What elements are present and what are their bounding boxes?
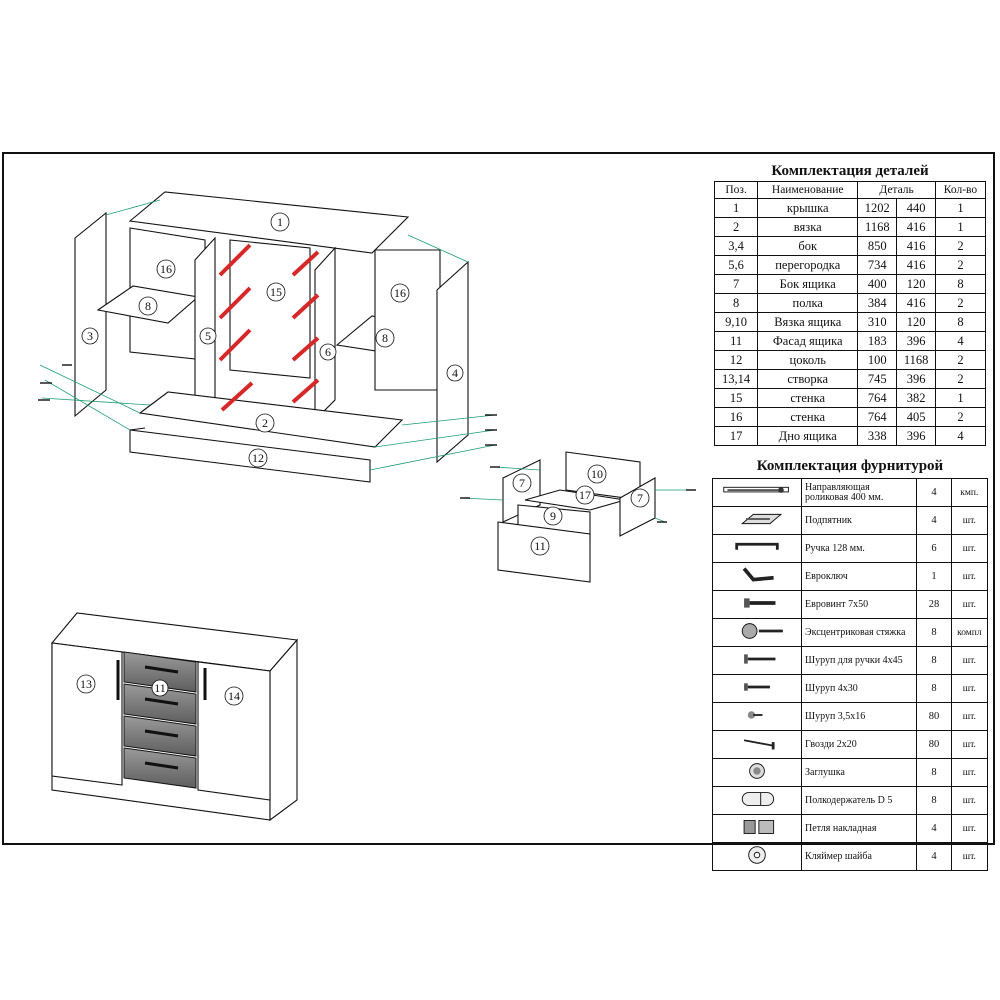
label-9: 9 [550,509,556,523]
cell-name: бок [758,237,858,256]
cell-qty: 6 [917,535,951,563]
table-row [713,703,988,731]
cell-pos: 5,6 [715,256,758,275]
cell-b: 405 [897,408,936,427]
cell-name: Шуруп 4х30 [802,675,917,703]
table-row [713,591,988,619]
table-row [713,731,988,759]
label-5: 5 [205,329,211,343]
cell-a: 850 [858,237,897,256]
cell-qty: 8 [935,275,985,294]
cell-name: Евроключ [802,563,917,591]
cell-unit: шт. [951,759,987,787]
label-17: 17 [579,488,591,502]
hardware-title: Комплектация фурнитурой [756,458,944,474]
cell-qty: 4 [917,815,951,843]
cam-lock-icon [713,619,802,647]
part-partition-right [315,248,335,420]
table-row [713,843,988,871]
cell-qty: 2 [935,351,985,370]
header-name: Наименование [758,182,858,199]
cell-name: Полкодержатель D 5 [802,787,917,815]
cell-a: 338 [858,427,897,446]
cell-name: Подпятник [802,507,917,535]
label-3: 3 [87,329,93,343]
cell-b: 120 [897,275,936,294]
cell-qty: 4 [935,332,985,351]
cell-a: 1202 [858,199,897,218]
cell-a: 310 [858,313,897,332]
cell-b: 416 [897,218,936,237]
assembled-side [270,640,297,820]
cell-qty: 1 [935,218,985,237]
parts-table [714,181,986,446]
label-10: 10 [591,467,603,481]
label-7a: 7 [519,476,525,490]
table-row [715,275,986,294]
cell-a: 100 [858,351,897,370]
cell-a: 400 [858,275,897,294]
table-row [713,563,988,591]
cell-qty: 1 [917,563,951,591]
cell-pos: 7 [715,275,758,294]
label-16b: 16 [394,286,406,300]
cell-unit: компл [951,619,987,647]
cell-name: перегородка [758,256,858,275]
table-row [713,815,988,843]
hinge-icon [713,815,802,843]
cell-name: стенка [758,389,858,408]
cell-unit: шт. [951,675,987,703]
cap-icon [713,759,802,787]
hardware-table [712,478,988,871]
label-8a: 8 [145,299,151,313]
table-row [715,389,986,408]
cell-name: Бок ящика [758,275,858,294]
table-row [713,787,988,815]
cell-name: цоколь [758,351,858,370]
table-row [715,218,986,237]
part-side-left [75,213,106,416]
label-2: 2 [262,416,268,430]
cell-unit: шт. [951,507,987,535]
shelf-pin-icon [713,787,802,815]
cell-pos: 15 [715,389,758,408]
label-8b: 8 [382,331,388,345]
hex-key-icon [713,563,802,591]
label-13: 13 [80,677,92,691]
part-back-right [375,250,440,390]
cell-b: 440 [897,199,936,218]
euro-screw-icon [713,591,802,619]
cell-pos: 11 [715,332,758,351]
cell-qty: 80 [917,703,951,731]
cell-name: Ручка 128 мм. [802,535,917,563]
cell-name: Гвозди 2х20 [802,731,917,759]
cell-qty: 2 [935,256,985,275]
cell-qty: 4 [935,427,985,446]
cell-qty: 8 [917,647,951,675]
cell-qty: 1 [935,389,985,408]
cell-qty: 8 [917,787,951,815]
cell-unit: шт. [951,815,987,843]
header-pos: Поз. [715,182,758,199]
label-1: 1 [277,215,283,229]
label-7b: 7 [637,491,643,505]
cell-qty: 8 [917,675,951,703]
cell-b: 396 [897,370,936,389]
table-row [713,479,988,507]
cell-b: 120 [897,313,936,332]
cell-unit: шт. [951,843,987,871]
cell-a: 745 [858,370,897,389]
nail-icon [713,731,802,759]
cell-a: 734 [858,256,897,275]
cell-qty: 2 [935,408,985,427]
cell-a: 183 [858,332,897,351]
cell-name: створка [758,370,858,389]
cell-a: 1168 [858,218,897,237]
cell-pos: 8 [715,294,758,313]
cell-pos: 9,10 [715,313,758,332]
cell-a: 764 [858,389,897,408]
table-row [715,313,986,332]
cell-b: 416 [897,256,936,275]
cell-qty: 8 [917,619,951,647]
cell-unit: шт. [951,563,987,591]
cell-unit: шт. [951,647,987,675]
cell-qty: 2 [935,370,985,389]
cell-name: Шуруп 3,5х16 [802,703,917,731]
cell-unit: шт. [951,787,987,815]
part-side-right [437,262,468,462]
cell-name: Вязка ящика [758,313,858,332]
cell-b: 382 [897,389,936,408]
table-row [715,427,986,446]
cell-qty: 80 [917,731,951,759]
handle-icon [713,535,802,563]
cell-name: Фасад ящика [758,332,858,351]
cell-qty: 2 [935,294,985,313]
table-row [713,507,988,535]
cell-qty: 8 [917,759,951,787]
label-12: 12 [252,451,264,465]
cell-name: Петля накладная [802,815,917,843]
cell-b: 1168 [897,351,936,370]
table-row [713,647,988,675]
screw-3-5x16-icon [713,703,802,731]
cell-qty: 2 [935,237,985,256]
cell-unit: шт. [951,591,987,619]
label-16a: 16 [160,262,172,276]
cell-qty: 4 [917,479,951,507]
cell-pos: 3,4 [715,237,758,256]
cell-a: 384 [858,294,897,313]
label-15: 15 [270,285,282,299]
cell-unit: шт. [951,703,987,731]
cell-qty: 8 [935,313,985,332]
table-row [715,237,986,256]
door-13 [52,643,122,785]
table-row [713,535,988,563]
label-6: 6 [325,345,331,359]
cell-pos: 1 [715,199,758,218]
door-14 [198,662,270,800]
table-row [713,759,988,787]
table-row [713,675,988,703]
cell-name: полка [758,294,858,313]
parts-title: Комплектация деталей [771,163,929,179]
cell-pos: 13,14 [715,370,758,389]
label-11b: 11 [154,681,166,695]
cell-qty: 1 [935,199,985,218]
label-11: 11 [534,539,546,553]
cell-b: 416 [897,294,936,313]
header-detail: Деталь [858,182,936,199]
roller-guide-icon [713,479,802,507]
table-row [715,332,986,351]
cell-unit: кмп. [951,479,987,507]
table-row [715,408,986,427]
cell-pos: 17 [715,427,758,446]
cell-name: Заглушка [802,759,917,787]
cell-name: Шуруп для ручки 4х45 [802,647,917,675]
table-row [715,294,986,313]
washer-icon [713,843,802,871]
table-row [715,370,986,389]
cell-pos: 16 [715,408,758,427]
table-row [715,199,986,218]
table-row [713,619,988,647]
table-row [715,256,986,275]
cell-pos: 2 [715,218,758,237]
cell-name: вязка [758,218,858,237]
cell-name: Евровинт 7х50 [802,591,917,619]
cell-name: крышка [758,199,858,218]
cell-b: 416 [897,237,936,256]
cell-name: Эксцентриковая стяжка [802,619,917,647]
cell-qty: 28 [917,591,951,619]
header-qty: Кол-во [935,182,985,199]
cell-b: 396 [897,332,936,351]
handle-screw-icon [713,647,802,675]
cell-b: 396 [897,427,936,446]
label-14: 14 [228,689,240,703]
cell-name: Кляймер шайба [802,843,917,871]
cell-qty: 4 [917,507,951,535]
cell-name: стенка [758,408,858,427]
cell-name: Направляющая роликовая 400 мм. [802,479,917,507]
support-foot-icon [713,507,802,535]
cell-name: Дно ящика [758,427,858,446]
cell-a: 764 [858,408,897,427]
label-4: 4 [452,366,458,380]
cell-unit: шт. [951,535,987,563]
cell-pos: 12 [715,351,758,370]
cell-qty: 4 [917,843,951,871]
screw-4x30-icon [713,675,802,703]
cell-unit: шт. [951,731,987,759]
table-row [715,351,986,370]
